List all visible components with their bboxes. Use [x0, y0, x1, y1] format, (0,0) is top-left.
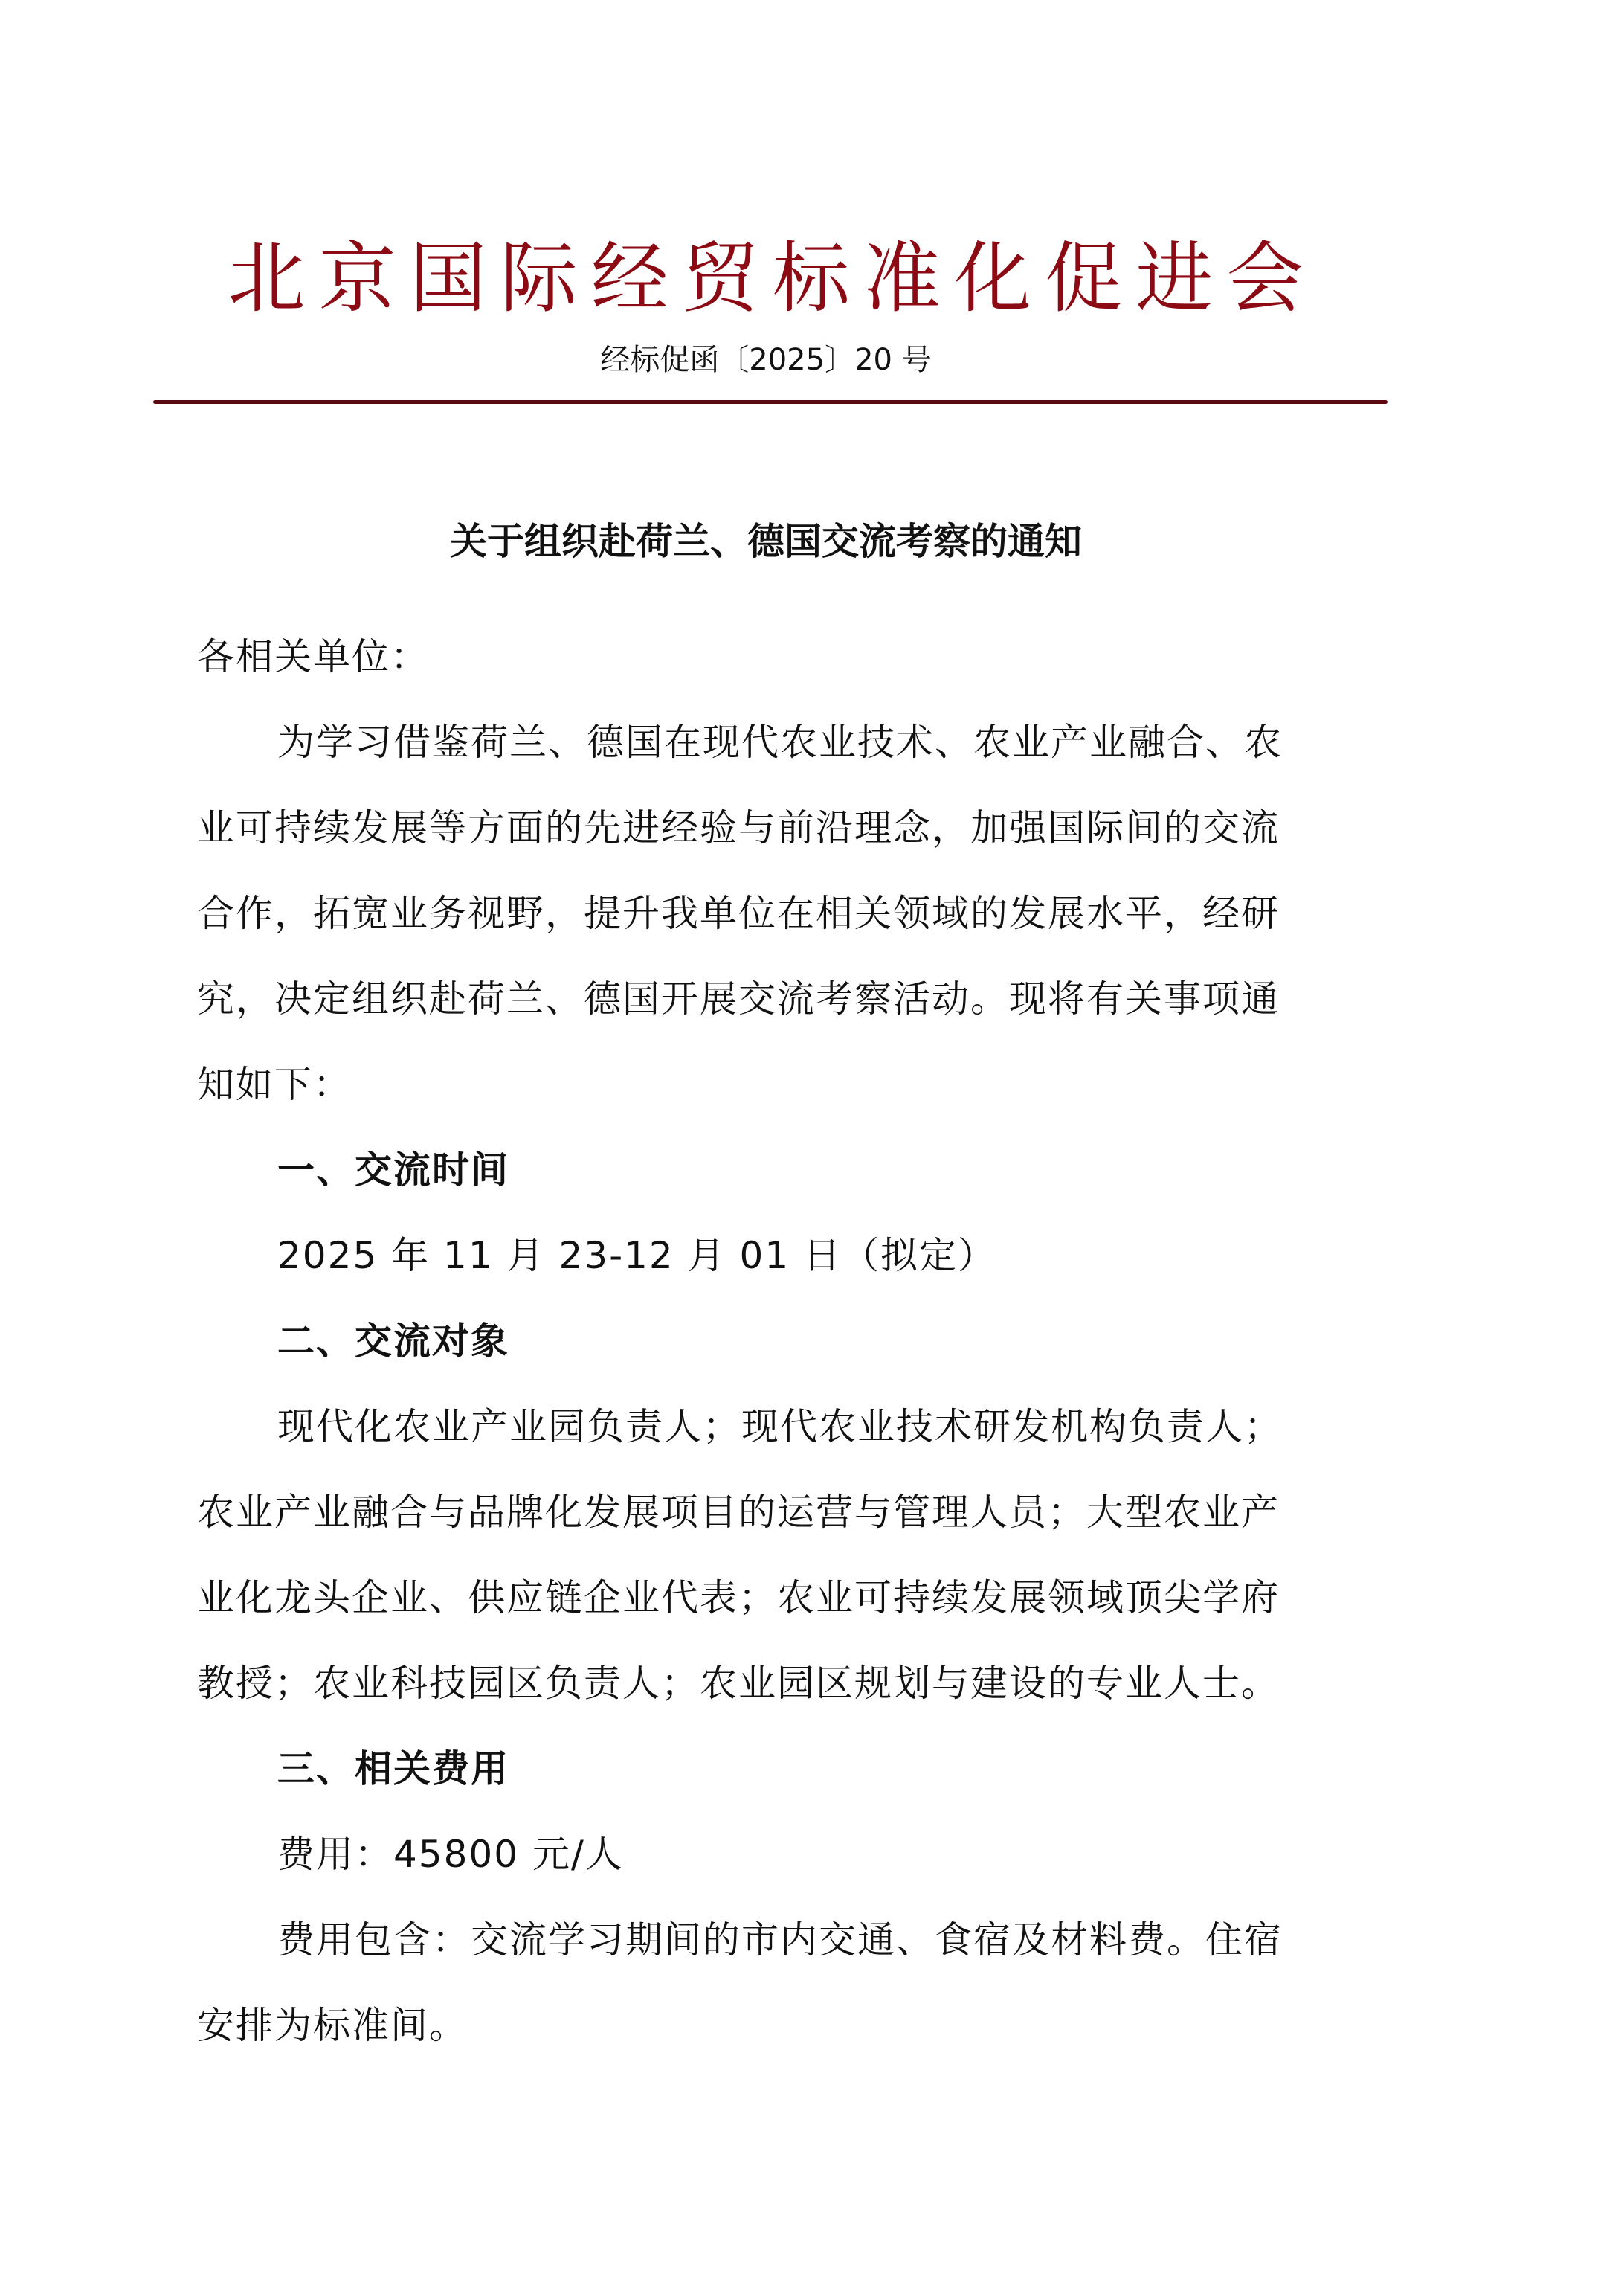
- organization-letterhead: [223, 223, 1309, 324]
- org-char: 贸: [681, 233, 759, 324]
- org-char: 会: [1226, 233, 1304, 324]
- document-number: 经标促函〔2025〕20 号: [600, 343, 932, 377]
- salutation: 各相关单位：: [197, 635, 429, 678]
- fee-includes-line: 安排为标准间。: [197, 2004, 468, 2047]
- section-heading-participants: 二、交流对象: [277, 1320, 509, 1363]
- org-char: 化: [954, 233, 1032, 324]
- fee-amount: 费用：45800 元/人: [277, 1833, 624, 1876]
- org-char: 准: [863, 233, 941, 324]
- participants-line: 现代化农业产业园负责人；现代农业技术研发机构负责人；: [277, 1405, 1283, 1448]
- org-char: 标: [772, 233, 850, 324]
- section-heading-fees: 三、相关费用: [277, 1747, 509, 1790]
- letterhead-divider: [153, 400, 1388, 404]
- intro-line: 合作，拓宽业务视野，提升我单位在相关领域的发展水平，经研: [197, 892, 1280, 935]
- org-char: 北: [228, 233, 306, 324]
- intro-line: 究，决定组织赴荷兰、德国开展交流考察活动。现将有关事项通: [197, 977, 1280, 1021]
- notice-body: [197, 614, 1342, 2069]
- org-char: 京: [318, 233, 396, 324]
- participants-line: 业化龙头企业、供应链企业代表；农业可持续发展领域顶尖学府: [197, 1576, 1280, 1619]
- intro-line: 知如下：: [197, 1063, 352, 1106]
- org-char: 促: [1045, 233, 1123, 324]
- exchange-date: 2025 年 11 月 23-12 月 01 日（拟定）: [277, 1234, 997, 1277]
- section-heading-time: 一、交流时间: [277, 1148, 509, 1192]
- org-char: 经: [590, 233, 668, 324]
- notice-title: 关于组织赴荷兰、德国交流考察的通知: [450, 520, 1082, 563]
- org-char: 进: [1135, 233, 1214, 324]
- participants-line: 教授；农业科技园区负责人；农业园区规划与建设的专业人士。: [197, 1662, 1280, 1705]
- org-char: 际: [500, 233, 578, 324]
- intro-line: 业可持续发展等方面的先进经验与前沿理念，加强国际间的交流: [197, 806, 1280, 849]
- intro-line: 为学习借鉴荷兰、德国在现代农业技术、农业产业融合、农: [277, 721, 1283, 764]
- fee-includes-line: 费用包含：交流学习期间的市内交通、食宿及材料费。住宿: [277, 1918, 1283, 1961]
- participants-line: 农业产业融合与品牌化发展项目的运营与管理人员；大型农业产: [197, 1491, 1280, 1534]
- org-char: 国: [409, 233, 487, 324]
